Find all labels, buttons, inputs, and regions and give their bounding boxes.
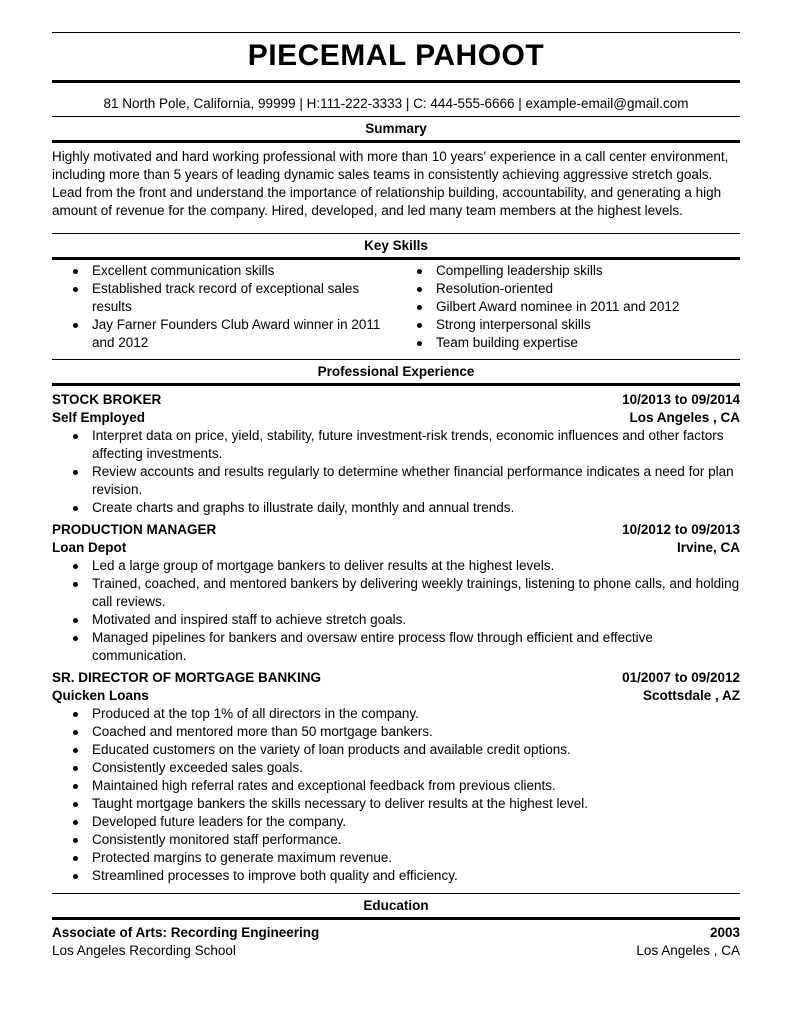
job-location: Los Angeles , CA — [629, 410, 740, 425]
education-degree: Associate of Arts — [52, 925, 163, 940]
education-entry — [52, 920, 740, 960]
job-company: Self Employed — [52, 410, 146, 425]
bullet-dot-icon — [73, 784, 78, 789]
job-company-row — [52, 687, 740, 705]
bullet-dot-icon — [73, 838, 78, 843]
job-bullet — [52, 777, 740, 795]
skill-item — [396, 262, 740, 280]
skills-right-column — [396, 262, 740, 352]
job-bullet — [52, 705, 740, 723]
skill-item — [396, 280, 740, 298]
bullet-dot-icon — [417, 287, 422, 292]
job-entry — [52, 665, 740, 885]
job-bullet-text: Educated customers on the variety of loan products and available credit options. — [92, 742, 571, 757]
bullet-dot-icon — [73, 323, 78, 328]
bullet-dot-icon — [73, 712, 78, 717]
education-school: Los Angeles Recording School — [52, 943, 236, 958]
bullet-dot-icon — [73, 874, 78, 879]
job-bullet — [52, 629, 740, 665]
job-bullet-text: Trained, coached, and mentored bankers by delivering weekly trainings, listening to phone calls, and holding call reviews. — [92, 576, 740, 609]
job-bullet-text: Maintained high referral rates and exceptional feedback from previous clients. — [92, 778, 556, 793]
contact-line: 81 North Pole, California, 99999 | H:111-222-3333 | C: 444-555-6666 | example-email@gmail.com — [103, 96, 689, 111]
job-bullet — [52, 741, 740, 759]
skills-heading: Key Skills — [364, 238, 428, 253]
skill-item-text: Jay Farner Founders Club Award winner in 2011 and 2012 — [92, 317, 381, 350]
skill-item — [396, 298, 740, 316]
candidate-name: PIECEMAL PAHOOT — [247, 39, 545, 72]
job-dates: 10/2012 to 09/2013 — [622, 522, 740, 537]
job-bullet-text: Consistently monitored staff performance. — [92, 832, 342, 847]
experience-list — [52, 386, 740, 893]
job-bullet-text: Review accounts and results regularly to determine whether financial performance indicates a need for plan revision. — [92, 464, 734, 497]
job-company-row — [52, 539, 740, 557]
bullet-dot-icon — [73, 802, 78, 807]
job-dates: 01/2007 to 09/2012 — [622, 670, 740, 685]
skill-item-text: Gilbert Award nominee in 2011 and 2012 — [436, 299, 680, 314]
job-bullet — [52, 427, 740, 463]
job-title: STOCK BROKER — [52, 392, 162, 407]
job-bullet — [52, 557, 740, 575]
skill-item — [396, 316, 740, 334]
bullet-dot-icon — [417, 305, 422, 310]
job-location: Scottsdale , AZ — [642, 688, 740, 703]
job-bullet-text: Create charts and graphs to illustrate daily, monthly and annual trends. — [92, 500, 515, 515]
skill-item — [52, 262, 396, 280]
job-bullet-text: Led a large group of mortgage bankers to deliver results at the highest levels. — [92, 558, 555, 573]
bullet-dot-icon — [73, 564, 78, 569]
job-entry — [52, 388, 740, 517]
summary-text: Highly motivated and hard working professional with more than 10 years' experience in a call center environment, including more than 5 years of leading dynamic sales teams in consistently achieving aggressive stretch goals. Lead from the front and understand the importance of relationship building, accountability, and generating a high amount of revenue for the company. Hired, developed, and led many team members at the highest levels. — [52, 149, 729, 218]
job-bullet — [52, 575, 740, 611]
job-bullet-text: Taught mortgage bankers the skills necessary to deliver results at the highest level. — [92, 796, 589, 811]
bullet-dot-icon — [73, 269, 78, 274]
bullet-dot-icon — [73, 582, 78, 587]
education-school-row — [52, 942, 740, 960]
education-heading: Education — [363, 898, 429, 913]
job-bullet-text: Protected margins to generate maximum revenue. — [92, 850, 393, 865]
skill-item — [396, 334, 740, 352]
job-company: Quicken Loans — [52, 688, 149, 703]
skill-item — [52, 316, 396, 352]
job-title-row — [52, 391, 740, 409]
job-dates: 10/2013 to 09/2014 — [622, 392, 740, 407]
job-bullet — [52, 849, 740, 867]
bullet-dot-icon — [73, 287, 78, 292]
job-title: PRODUCTION MANAGER — [52, 522, 217, 537]
bullet-dot-icon — [73, 766, 78, 771]
skills-left-column — [52, 262, 396, 352]
bullet-dot-icon — [417, 269, 422, 274]
experience-heading: Professional Experience — [317, 364, 475, 379]
bullet-dot-icon — [73, 856, 78, 861]
skill-item-text: Established track record of exceptional sales results — [92, 281, 360, 314]
skill-item-text: Strong interpersonal skills — [436, 317, 591, 332]
job-entry — [52, 517, 740, 665]
bullet-dot-icon — [73, 636, 78, 641]
summary-heading: Summary — [365, 121, 427, 136]
job-bullet-text: Coached and mentored more than 50 mortgage bankers. — [92, 724, 433, 739]
bullet-dot-icon — [417, 341, 422, 346]
bullet-dot-icon — [73, 820, 78, 825]
education-field: : Recording Engineering — [162, 925, 320, 940]
job-bullet-text: Produced at the top 1% of all directors in the company. — [92, 706, 419, 721]
job-bullet — [52, 759, 740, 777]
job-bullet-text: Motivated and inspired staff to achieve stretch goals. — [92, 612, 407, 627]
bullet-dot-icon — [73, 730, 78, 735]
job-location: Irvine, CA — [676, 540, 740, 555]
job-bullet-text: Interpret data on price, yield, stability, future investment-risk trends, economic influences and other factors affecting investments. — [92, 428, 724, 461]
bullet-dot-icon — [417, 323, 422, 328]
job-bullet — [52, 813, 740, 831]
job-bullet — [52, 795, 740, 813]
job-company-row — [52, 409, 740, 427]
job-title: SR. DIRECTOR OF MORTGAGE BANKING — [52, 670, 322, 685]
job-bullets — [52, 557, 740, 665]
job-company: Loan Depot — [52, 540, 127, 555]
education-degree-row — [52, 924, 740, 942]
job-bullet — [52, 867, 740, 885]
job-bullets — [52, 705, 740, 885]
skill-item-text: Team building expertise — [436, 335, 578, 350]
job-bullet-text: Consistently exceeded sales goals. — [92, 760, 303, 775]
job-bullet-text: Streamlined processes to improve both quality and efficiency. — [92, 868, 458, 883]
job-bullet — [52, 831, 740, 849]
bullet-dot-icon — [73, 470, 78, 475]
skill-item-text: Resolution-oriented — [436, 281, 554, 296]
job-bullet — [52, 499, 740, 517]
bullet-dot-icon — [73, 748, 78, 753]
job-bullet — [52, 463, 740, 499]
skills-list — [52, 260, 740, 359]
education-location: Los Angeles , CA — [636, 943, 740, 958]
bullet-dot-icon — [73, 506, 78, 511]
skill-item-text: Compelling leadership skills — [436, 263, 603, 278]
job-bullet-text: Developed future leaders for the company. — [92, 814, 347, 829]
education-year: 2003 — [709, 925, 740, 940]
skill-item-text: Excellent communication skills — [92, 263, 275, 278]
job-title-row — [52, 669, 740, 687]
skill-item — [52, 280, 396, 316]
education-degree-line — [52, 924, 319, 942]
resume-page — [52, 32, 740, 960]
job-bullet — [52, 723, 740, 741]
job-title-row — [52, 521, 740, 539]
job-bullet — [52, 611, 740, 629]
bullet-dot-icon — [73, 434, 78, 439]
job-bullets — [52, 427, 740, 517]
bullet-dot-icon — [73, 618, 78, 623]
job-bullet-text: Managed pipelines for bankers and oversaw entire process flow through efficient and effective communication. — [92, 630, 653, 663]
